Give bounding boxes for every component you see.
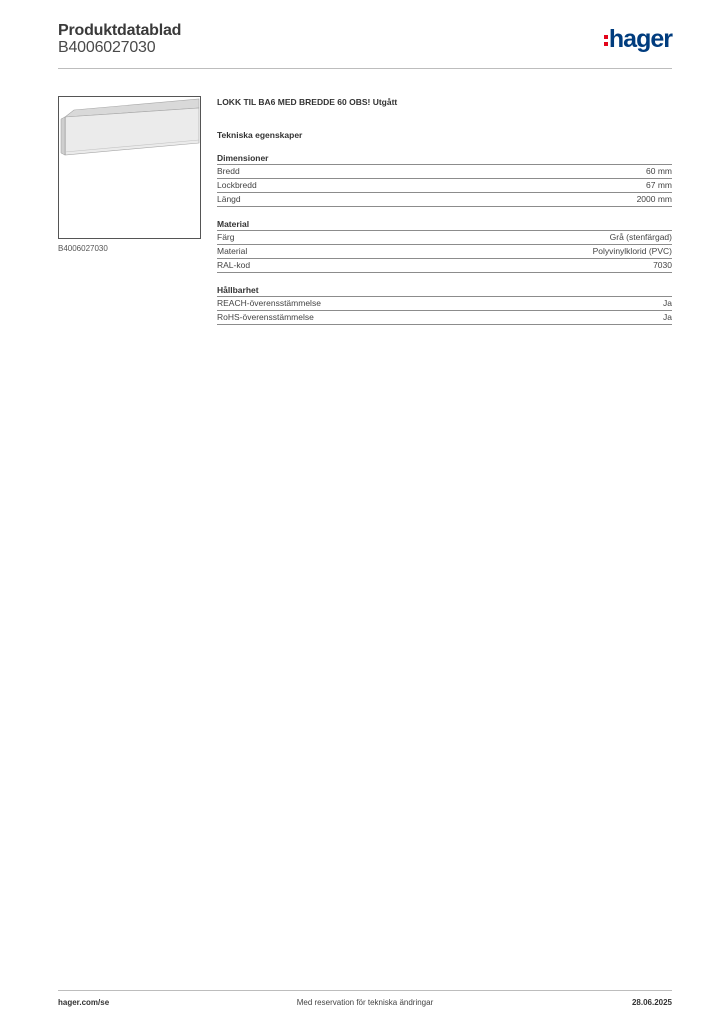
property-value: Grå (stenfärgad) (609, 232, 672, 242)
section-title: Material (217, 219, 250, 229)
property-label: Längd (217, 194, 241, 204)
footer-disclaimer: Med reservation för tekniska ändringar (296, 998, 434, 1007)
property-table (217, 230, 672, 273)
header-divider (58, 68, 672, 69)
property-value: 60 mm (646, 166, 672, 176)
property-row (217, 230, 672, 244)
property-value: 67 mm (646, 180, 672, 190)
page-footer (58, 998, 672, 1010)
property-label: Färg (217, 232, 235, 242)
property-value: Ja (663, 298, 672, 308)
property-value: 7030 (653, 260, 672, 270)
property-row (217, 310, 672, 325)
product-image (58, 96, 201, 239)
logo-text: hager (608, 24, 672, 53)
property-value: Polyvinylklorid (PVC) (592, 246, 672, 256)
property-label: Bredd (217, 166, 240, 176)
section-title: Hållbarhet (217, 285, 259, 295)
cover-profile-icon (59, 97, 200, 238)
property-row (217, 296, 672, 310)
footer-date: 28.06.2025 (631, 998, 672, 1007)
section-material (217, 219, 672, 273)
property-row (217, 178, 672, 192)
property-table (217, 296, 672, 325)
footer-divider (58, 990, 672, 991)
property-row (217, 244, 672, 258)
image-caption: B4006027030 (58, 244, 108, 253)
product-title: LOKK TIL BA6 MED BREDDE 60 OBS! Utgått (217, 97, 398, 107)
property-row (217, 192, 672, 207)
property-value: 2000 mm (636, 194, 672, 204)
property-table (217, 164, 672, 207)
property-label: RoHS-överensstämmelse (217, 312, 314, 322)
property-label: REACH-överensstämmelse (217, 298, 321, 308)
logo-dots-icon (604, 35, 608, 46)
property-label: Material (217, 246, 248, 256)
property-row (217, 164, 672, 178)
tech-heading: Tekniska egenskaper (217, 130, 303, 140)
property-row (217, 258, 672, 273)
section-dimensions (217, 153, 672, 207)
section-title: Dimensioner (217, 153, 269, 163)
product-code: B4006027030 (58, 39, 156, 56)
document-title: Produktdatablad (58, 22, 182, 39)
product-details (217, 96, 672, 325)
footer-website-link[interactable]: hager.com/se (58, 998, 110, 1007)
page-header (58, 22, 672, 68)
section-sustainability (217, 285, 672, 325)
property-value: Ja (663, 312, 672, 322)
property-label: RAL-kod (217, 260, 251, 270)
property-label: Lockbredd (217, 180, 257, 190)
hager-logo (604, 26, 672, 52)
